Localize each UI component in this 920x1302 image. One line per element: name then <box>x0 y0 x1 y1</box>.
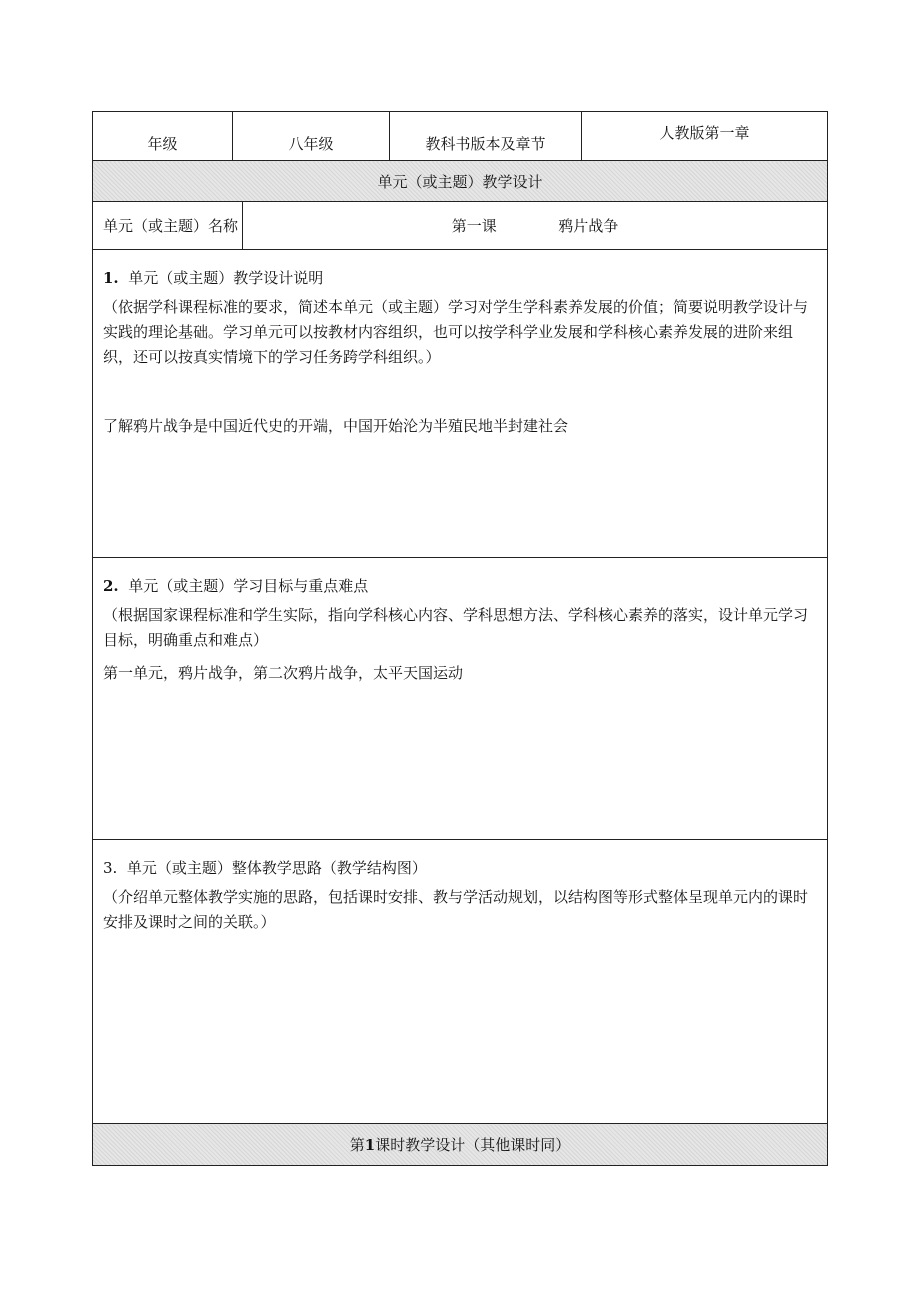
section-3 <box>93 840 828 1124</box>
section-2-row <box>93 558 828 840</box>
section-2-title: 单元（或主题）学习目标与重点难点 <box>128 577 369 595</box>
section-3-heading <box>103 856 817 881</box>
section-2-instruction: （根据国家课程标准和学生实际，指向学科核心内容、学科思想方法、学科核心素养的落实，设计单元学习目标，明确重点和难点） <box>103 606 809 649</box>
unit-name-row <box>93 202 828 250</box>
section-1-row <box>93 250 828 558</box>
grade-value: 八年级 <box>233 112 390 161</box>
section-3-instruction: （介绍单元整体教学实施的思路，包括课时安排、教与学活动规划，以结构图等形式整体呈现单元内的课时安排及课时之间的关联。） <box>103 888 809 931</box>
footer-suffix: 课时教学设计（其他课时同） <box>375 1136 571 1154</box>
section-3-number: 3. <box>103 859 118 877</box>
unit-title: 鸦片战争 <box>558 217 619 235</box>
unit-design-title: 单元（或主题）教学设计 <box>93 161 828 202</box>
section-1-title: 单元（或主题）教学设计说明 <box>128 269 324 287</box>
unit-name-value <box>243 202 828 250</box>
section-2-content: 第一单元，鸦片战争，第二次鸦片战争，太平天国运动 <box>103 664 464 682</box>
unit-design-table <box>92 111 828 1166</box>
section-3-row <box>93 840 828 1124</box>
section-1-content: 了解鸦片战争是中国近代史的开端，中国开始沦为半殖民地半封建社会 <box>103 417 569 435</box>
grade-label: 年级 <box>93 112 233 161</box>
section-1 <box>93 250 828 558</box>
section-1-heading <box>103 266 817 291</box>
footer-row <box>93 1124 828 1166</box>
section-1-instruction: （依据学科课程标准的要求，简述本单元（或主题）学习对学生学科素养发展的价值；简要说明教学设计与实践的理论基础。学习单元可以按教材内容组织，也可以按学科学业发展和学科核心素养发展的进阶来组织，还可以按真实情境下的学习任务跨学科组织。） <box>103 298 809 366</box>
section-2-heading <box>103 574 817 599</box>
footer-prefix: 第 <box>349 1136 365 1154</box>
lesson-design-title <box>93 1124 828 1166</box>
unit-name-label: 单元（或主题）名称 <box>93 202 243 250</box>
section-2-number: 2. <box>103 577 119 595</box>
section-1-number: 1. <box>103 269 119 287</box>
unit-design-title-row <box>93 161 828 202</box>
unit-lesson: 第一课 <box>451 217 497 235</box>
section-3-title: 单元（或主题）整体教学思路（教学结构图） <box>126 859 427 877</box>
section-2 <box>93 558 828 840</box>
textbook-value: 人教版第一章 <box>582 112 828 161</box>
header-row <box>93 112 828 161</box>
footer-lesson-number: 1 <box>364 1136 376 1154</box>
textbook-label: 教科书版本及章节 <box>390 112 582 161</box>
